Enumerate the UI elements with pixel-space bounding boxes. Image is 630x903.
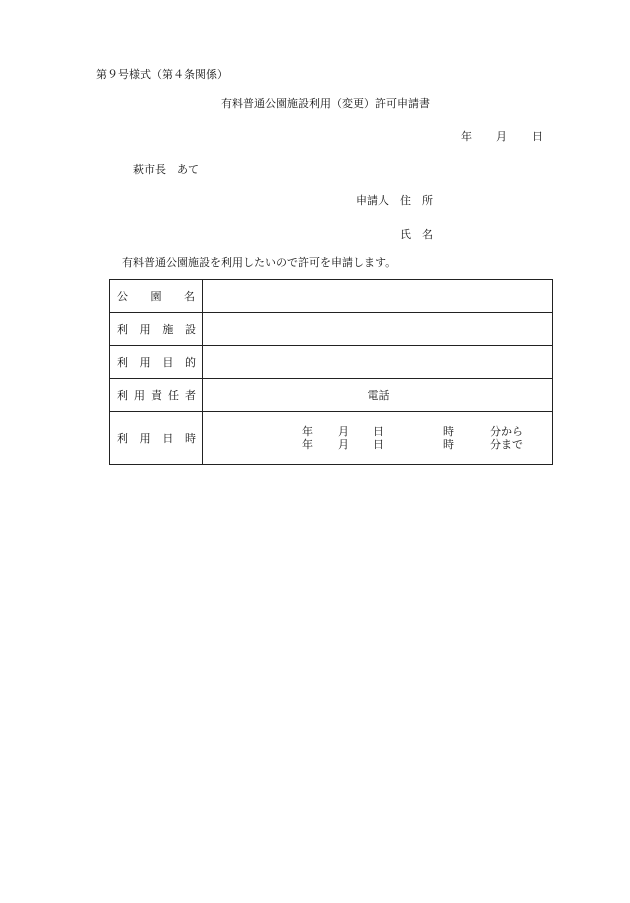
intro-text: 有料普通公園施設を利用したいので許可を申請します。 (122, 256, 397, 269)
datetime-from-row (203, 425, 552, 438)
table-row-datetime (110, 412, 553, 465)
to-day-label: 日 (373, 438, 384, 451)
table-row-park-name (110, 280, 553, 313)
label-char: 公 (117, 289, 128, 303)
date-month-label: 月 (496, 130, 507, 143)
label-char: 者 (185, 388, 196, 402)
label-char: 利 (117, 355, 128, 369)
purpose-label (110, 346, 203, 379)
park-name-field[interactable] (203, 280, 553, 313)
to-month-label: 月 (338, 438, 349, 451)
label-char: 責 (151, 388, 162, 402)
label-char: 利 (117, 322, 128, 336)
form-number: 第９号様式（第４条関係） (96, 68, 228, 81)
label-char: 用 (139, 355, 151, 369)
applicant-label: 申請人 (356, 194, 389, 207)
label-char: 設 (184, 322, 196, 336)
label-char: 日 (162, 431, 174, 445)
label-char: 目 (162, 355, 174, 369)
datetime-to-row (203, 438, 552, 451)
to-hour-label: 時 (443, 438, 454, 451)
date-year-label: 年 (461, 130, 472, 143)
manager-field[interactable] (203, 379, 553, 412)
label-char: 任 (168, 388, 179, 402)
table-row-purpose (110, 346, 553, 379)
phone-label: 電話 (367, 388, 390, 402)
label-char: 利 (117, 388, 128, 402)
label-char: 時 (184, 431, 196, 445)
label-char: 用 (139, 322, 151, 336)
manager-label (110, 379, 203, 412)
applicant-address-label: 住 所 (400, 194, 433, 207)
from-month-label: 月 (338, 425, 349, 438)
application-table (109, 279, 553, 465)
datetime-field[interactable] (203, 412, 553, 465)
table-row-facility (110, 313, 553, 346)
addressee: 萩市長 あて (133, 163, 199, 176)
label-char: 園 (150, 289, 162, 303)
date-day-label: 日 (532, 130, 543, 143)
applicant-name-label: 氏 名 (400, 228, 433, 241)
label-char: 用 (134, 388, 145, 402)
label-char: 施 (162, 322, 174, 336)
label-char: 利 (117, 431, 128, 445)
facility-label (110, 313, 203, 346)
to-year-label: 年 (302, 438, 313, 451)
label-char: 的 (184, 355, 196, 369)
document-title: 有料普通公園施設利用（変更）許可申請書 (221, 97, 430, 110)
from-day-label: 日 (373, 425, 384, 438)
label-char: 用 (139, 431, 151, 445)
purpose-field[interactable] (203, 346, 553, 379)
park-name-label (110, 280, 203, 313)
from-year-label: 年 (302, 425, 313, 438)
facility-field[interactable] (203, 313, 553, 346)
from-hour-label: 時 (443, 425, 454, 438)
table-row-manager (110, 379, 553, 412)
to-minute-label: 分まで (490, 438, 523, 451)
label-char: 名 (184, 289, 195, 303)
from-minute-label: 分から (490, 425, 523, 438)
datetime-label (110, 412, 203, 465)
